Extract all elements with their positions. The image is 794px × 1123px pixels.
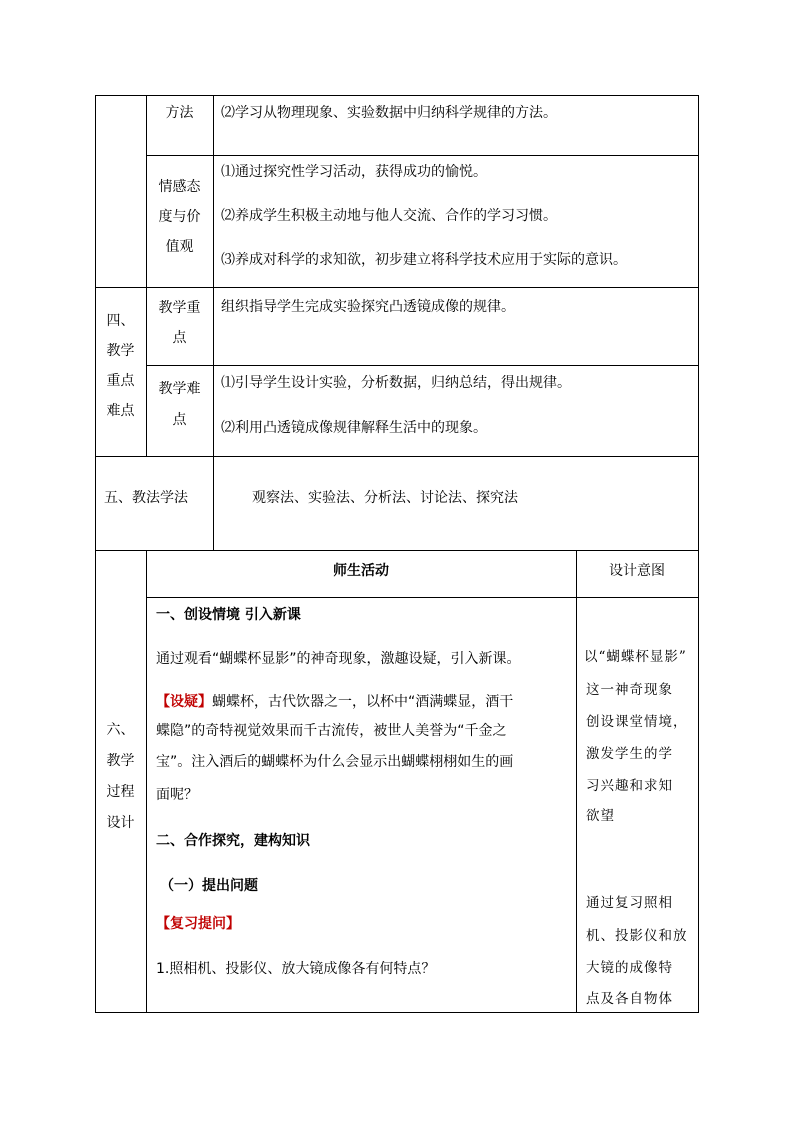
section4-label-4: 难点 — [106, 403, 135, 419]
question-tag: 【设疑】 — [156, 694, 212, 710]
intent1-line-4: 激发学生的学 — [586, 746, 673, 762]
rule-header — [146, 597, 698, 598]
key-text: 组织指导学生完成实验探究凸透镜成像的规律。 — [221, 299, 515, 315]
intent2-line-2: 机、投影仪和放 — [586, 928, 688, 944]
intent2-line-1: 通过复习照相 — [586, 895, 673, 911]
border-top — [95, 95, 699, 96]
question-line-1 — [156, 693, 513, 711]
section4-label-1: 四、 — [106, 313, 135, 329]
intent1-line-3: 创设课堂情境， — [586, 714, 688, 730]
section5-text: 观察法、实验法、分析法、讨论法、探究法 — [252, 490, 518, 506]
col-left-bottom — [146, 550, 147, 1013]
border-right — [698, 95, 699, 1013]
intent1-line-6: 欲望 — [586, 808, 615, 824]
review-question: 1.照相机、投影仪、放大镜成像各有何特点？ — [156, 961, 436, 977]
attitude-label-1: 情感态 — [158, 179, 201, 195]
diff-item-2: ⑵利用凸透镜成像规律解释生活中的现象。 — [221, 420, 487, 436]
intent2-line-3: 大镜的成像特 — [586, 960, 673, 976]
section5-label: 五、教法学法 — [104, 490, 188, 506]
section4-label-2: 教学 — [106, 343, 135, 359]
rule-section5 — [95, 550, 698, 551]
col-intent — [576, 550, 577, 1013]
section6-label-1: 六、 — [106, 722, 135, 738]
section6-label-4: 设计 — [106, 815, 135, 831]
attitude-item-2: ⑵养成学生积极主动地与他人交流、合作的学习习惯。 — [221, 208, 557, 224]
col-label-top — [213, 95, 214, 457]
question-line-2: 蝶隐”的奇特视觉效果而千古流传，被世人美誉为“千金之 — [156, 723, 507, 739]
key-label-2: 点 — [172, 330, 187, 346]
diff-label-1: 教学难 — [158, 381, 201, 397]
border-bottom — [95, 1012, 699, 1013]
border-left — [95, 95, 96, 1013]
method-text: ⑵学习从物理现象、实验数据中归纳科学规律的方法。 — [221, 105, 557, 121]
section4-label-3: 重点 — [106, 373, 135, 389]
question-line-4: 面呢？ — [156, 787, 198, 803]
col-left-top — [146, 95, 147, 457]
diff-item-1: ⑴引导学生设计实验，分析数据，归纳总结，得出规律。 — [221, 375, 571, 391]
intent1-line-1: 以“蝴蝶杯显影” — [584, 649, 687, 665]
attitude-label-3: 值观 — [165, 239, 194, 255]
question-text-1: 蝴蝶杯，古代饮器之一，以杯中“酒满蝶显，酒干 — [212, 694, 514, 710]
sub-heading-raise-question: （一）提出问题 — [160, 878, 258, 894]
rule-section4 — [95, 456, 698, 457]
rule-section3 — [95, 287, 698, 288]
col-header-activity: 师生活动 — [333, 563, 389, 579]
key-label-1: 教学重 — [158, 300, 201, 316]
diff-label-2: 点 — [172, 412, 187, 428]
method-label: 方法 — [165, 105, 194, 121]
col-section5 — [213, 456, 214, 551]
intent1-line-5: 习兴趣和求知 — [586, 778, 673, 794]
question-line-3: 宝”。注入酒后的蝴蝶杯为什么会显示出蝴蝶栩栩如生的画 — [156, 754, 514, 770]
heading-cooperative-inquiry: 二、合作探究，建构知识 — [156, 833, 310, 849]
intent1-line-2: 这一神奇现象 — [586, 682, 673, 698]
section6-label-2: 教学 — [106, 753, 135, 769]
heading-create-situation: 一、创设情境 引入新课 — [156, 607, 301, 623]
intro-text: 通过观看“蝴蝶杯显影”的神奇现象，激趣设疑，引入新课。 — [156, 651, 521, 667]
intent2-line-4: 点及各自物体 — [586, 991, 673, 1007]
attitude-item-3: ⑶养成对科学的求知欲，初步建立将科学技术应用于实际的意识。 — [221, 252, 627, 268]
attitude-item-1: ⑴通过探究性学习活动，获得成功的愉悦。 — [221, 164, 487, 180]
attitude-label-2: 度与价 — [158, 209, 201, 225]
section6-label-3: 过程 — [106, 784, 135, 800]
col-header-intent: 设计意图 — [609, 563, 665, 579]
rule-key — [146, 365, 698, 366]
rule-method — [146, 155, 698, 156]
review-tag: 【复习提问】 — [156, 916, 240, 932]
